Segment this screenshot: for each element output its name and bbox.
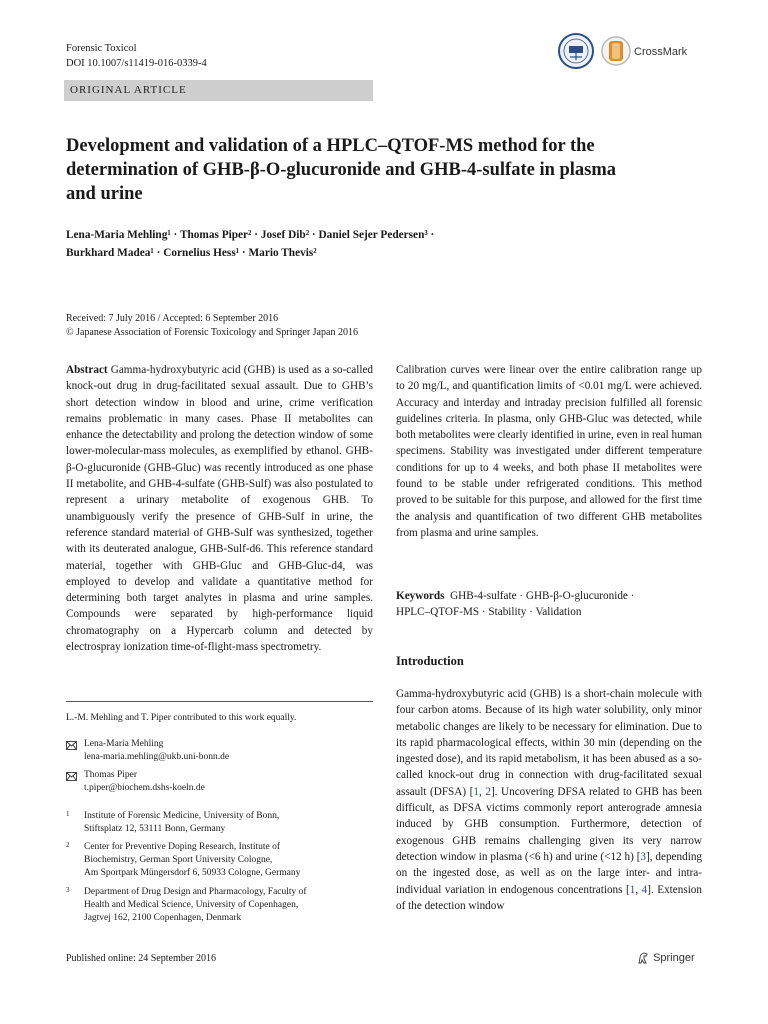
introduction-heading: Introduction bbox=[396, 654, 464, 668]
authors-line-1[interactable]: Lena-Maria Mehling¹ · Thomas Piper² · Josef Dib² · Daniel Sejer Pedersen³ · bbox=[66, 229, 435, 241]
copyright: © Japanese Association of Forensic Toxicology and Springer Japan 2016 bbox=[66, 327, 358, 338]
citation-link[interactable]: 1 bbox=[473, 785, 479, 798]
keywords-line-1: GHB-4-sulfate · GHB-β-O-glucuronide · bbox=[450, 590, 635, 602]
crossmark-icon[interactable] bbox=[602, 37, 630, 65]
published-online: Published online: 24 September 2016 bbox=[66, 953, 216, 964]
crossmark-label[interactable]: CrossMark bbox=[634, 46, 688, 58]
keywords bbox=[396, 588, 702, 621]
received-accepted: Received: 7 July 2016 / Accepted: 6 September 2016 bbox=[66, 313, 279, 324]
affiliation-2: 2 Center for Preventive Doping Research, Institute of Biochemistry, German Sport University Cologne, Am Sportpark Müngersdorf 6, 50933 Cologne, Germany bbox=[66, 841, 301, 879]
corresponding-author-name: Lena-Maria Mehling bbox=[84, 739, 164, 749]
affiliation-3: 3 Department of Drug Design and Pharmacology, Faculty of Health and Medical Science, University of Copenhagen, Jagtvej 162, 2100 Copenhagen, Denmark bbox=[66, 886, 307, 924]
abstract-text-left: Gamma-hydroxybutyric acid (GHB) is used as a so-called knock-out drug in drug-facilitated sexual assault. Due to GHB’s short detection window in blood and urine, crime verification remains problematic in many cases. Phase II metabolites can enhance the detectability and prolong the detection window of some lower-molecular-mass molecules, as exemplified by ethanol. GHB-β-O-glucuronide (GHB-Gluc) was recently introduced as one phase II metabolite, and GHB-4-sulfate (GHB-Sulf) was also postulated to represent a urinary metabolite of exogenous GHB. To unambiguously verify the presence of GHB-Sulf in urine, the reference standard material of GHB-Sulf was synthesized, together with its deuterated analogue, GHB-Sulf-d6. This reference standard material, together with GHB-Gluc and GHB-Gluc-d4, was employed to develop and validate a quantitative method for determining both target analytes in plasma and urine samples. Compounds were separated by high-performance liquid chromatography on a Hypercarb column and detected by electrospray ionization time-of-flight-mass spectrometry. bbox=[66, 364, 373, 654]
author-list bbox=[66, 226, 626, 262]
affiliation-number: 2 bbox=[66, 841, 70, 849]
affiliation-number: 3 bbox=[66, 886, 70, 894]
doi[interactable]: DOI 10.1007/s11419-016-0339-4 bbox=[66, 58, 207, 69]
keywords-label: Keywords bbox=[396, 590, 445, 602]
equal-contribution-note: L.-M. Mehling and T. Piper contributed to this work equally. bbox=[66, 713, 297, 723]
abstract-label: Abstract bbox=[66, 364, 108, 376]
corresponding-author-2 bbox=[66, 769, 373, 795]
corresponding-author-1 bbox=[66, 738, 373, 764]
journal-header bbox=[66, 41, 207, 71]
society-seal-icon bbox=[559, 34, 593, 68]
footnote-divider bbox=[66, 701, 373, 702]
envelope-icon bbox=[66, 772, 77, 781]
publisher-name: Springer bbox=[653, 951, 695, 964]
keywords-line-2: HPLC–QTOF-MS · Stability · Validation bbox=[396, 606, 582, 619]
abstract-left-column bbox=[66, 362, 373, 655]
citation-link[interactable]: 3 bbox=[640, 850, 647, 863]
citation-link[interactable]: 4 bbox=[641, 883, 648, 896]
affiliation-number: 1 bbox=[66, 810, 70, 818]
introduction-text: Gamma-hydroxybutyric acid (GHB) is a short-chain molecule with four carbon atoms. Because of its high water solubility, only minor metabolic changes are likely to be necessary for elimination. Due to its rapid pharmacological effects, within 30 min (depending on the ingested dose), and its rapid metabolism, it has been abused as a so-called knock-out drug in connection with drug-facilitated sexual assault (DFSA) [1, 2]. Uncovering DFSA related to GHB has been difficult, as DFSA victims commonly report anterograde amnesia induced by GHB consumption. Furthermore, detection of exogenous GHB remains challenging given its very narrow detection window in plasma (<6 h) and urine (<12 h) [3], depending on the ingested dose, as well as on the large inter- and intra-individual variation in endogenous concentrations [1, 4]. Extension of the detection window bbox=[396, 688, 703, 912]
publisher-mark bbox=[636, 951, 695, 965]
envelope-icon bbox=[66, 741, 77, 750]
article-dates bbox=[66, 312, 706, 340]
corresponding-author-email[interactable]: t.piper@biochem.dshs-koeln.de bbox=[84, 783, 205, 794]
corresponding-author-email[interactable]: lena-maria.mehling@ukb.uni-bonn.de bbox=[84, 752, 230, 763]
authors-line-2[interactable]: Burkhard Madea¹ · Cornelius Hess¹ · Mario Thevis² bbox=[66, 247, 317, 259]
springer-horse-icon bbox=[636, 951, 650, 965]
citation-link[interactable]: 2 bbox=[485, 785, 491, 798]
abstract-right-column: Calibration curves were linear over the entire calibration range up to 20 mg/L, and quantification limits of <0.01 mg/L were achieved. Accuracy and interday and intraday precision fulfilled all forensic guidelines criteria. In plasma, only GHB-Gluc was detected, while both metabolites were clearly identified in urine, even in real human specimens. Stability was investigated under different temperature conditions for up to 4 weeks, and both phase II metabolites were found to be stable under refrigerated conditions. This method proved to be suitable for this purpose, and allowed for the first time the analysis and quantification of two different GHB metabolites from plasma and urine samples. bbox=[396, 364, 702, 539]
article-title: Development and validation of a HPLC–QTOF-MS method for the determination of GHB-β-O-glucuronide and GHB-4-sulfate in plasma and urine bbox=[66, 136, 617, 204]
citation-link[interactable]: 1 bbox=[629, 883, 636, 896]
corresponding-author-name: Thomas Piper bbox=[84, 770, 138, 780]
article-type-bar: ORIGINAL ARTICLE bbox=[64, 80, 373, 101]
header-logos bbox=[556, 30, 706, 76]
journal-name: Forensic Toxicol bbox=[66, 43, 137, 54]
affiliation-1: 1 Institute of Forensic Medicine, University of Bonn, Stiftsplatz 12, 53111 Bonn, Germany bbox=[66, 810, 280, 835]
